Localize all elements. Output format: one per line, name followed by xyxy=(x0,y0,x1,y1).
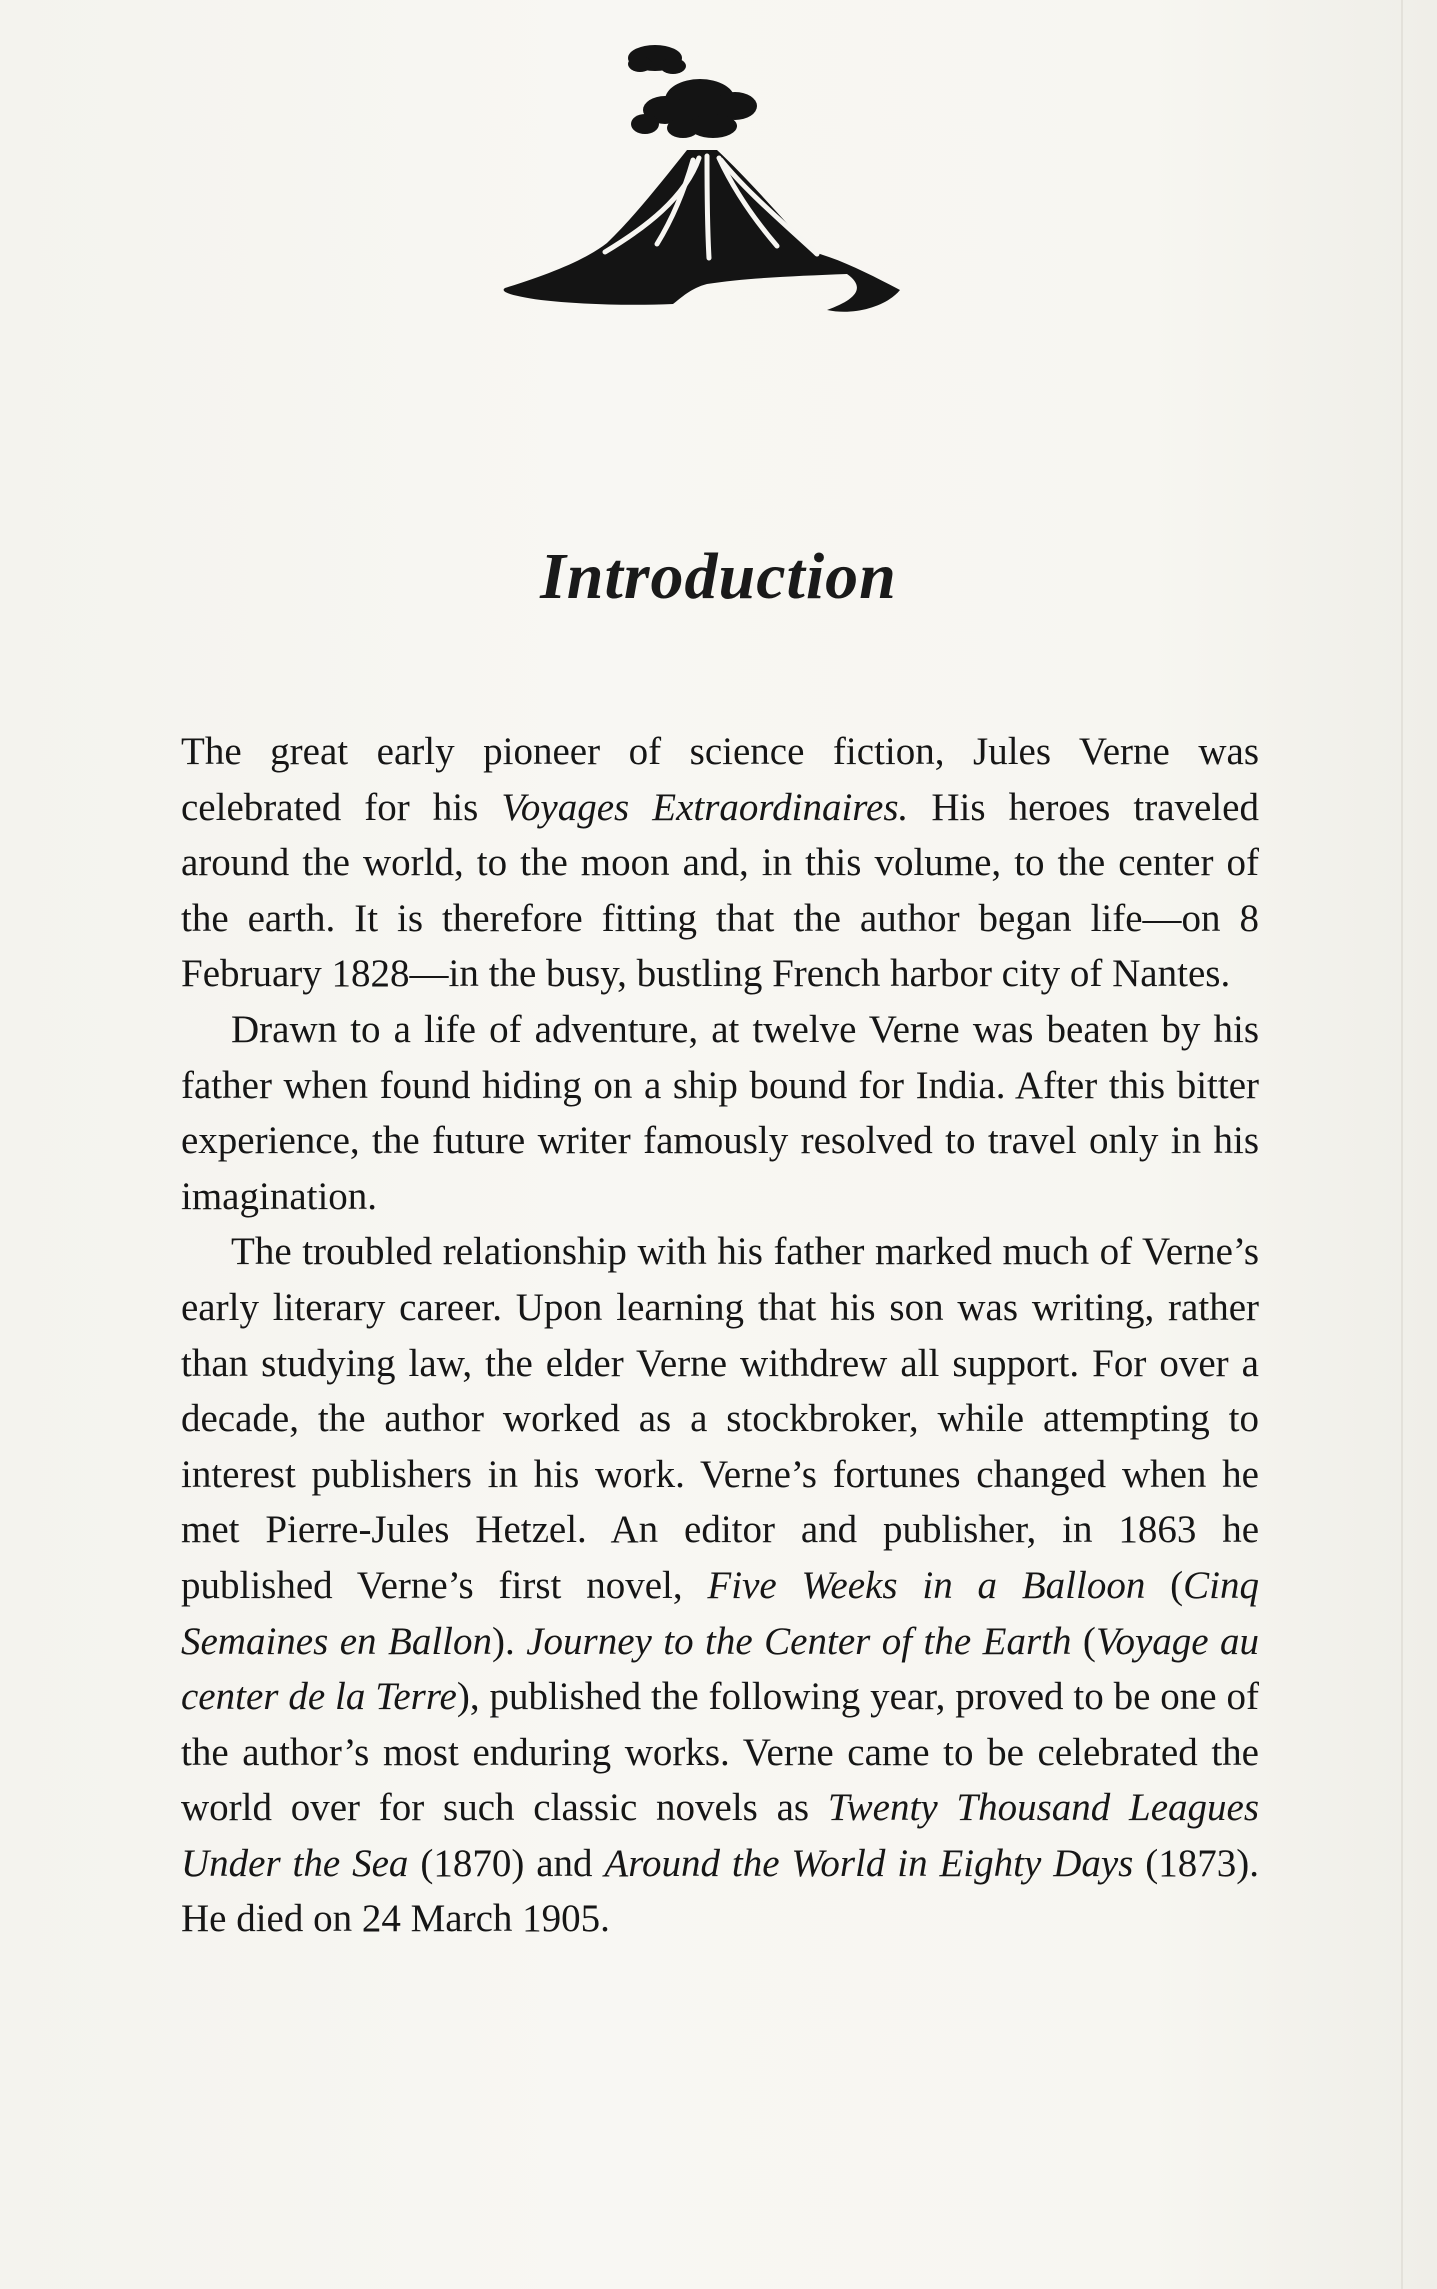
text-run: ). xyxy=(492,1619,527,1663)
italic-title: Cinq Semaines en Ballon xyxy=(181,1563,1259,1663)
italic-title: Voyages Extraordinaires. xyxy=(501,785,909,829)
text-run: The troubled relationship with his father marked much of Verne’s early literary career. Upon learning that his son was writing, rather than studying law, the elder Verne withdrew all support. For over a decade, the author worked as a stockbroker, while attempting to interest publishers in his work. Verne’s fortunes changed when he met Pierre-Jules Hetzel. An editor and publisher, in 1863 he published Verne’s first novel, xyxy=(181,1230,1259,1607)
page-edge xyxy=(1401,0,1403,2289)
text-run: His heroes traveled around the world, to the moon and, in this volume, to the center of the earth. It is therefore fitting that the author began life—on 8 February 1828—in the busy, bustling French harbor city of Nantes. xyxy=(181,785,1259,996)
text-run: ( xyxy=(1071,1619,1096,1663)
italic-title: Around the World in Eighty Days xyxy=(604,1841,1134,1885)
text-run: The great early pioneer of science fiction, Jules Verne was celebrated for his xyxy=(181,730,1259,829)
italic-title: Journey to the Center of the Earth xyxy=(526,1619,1072,1663)
volcano-icon xyxy=(495,38,920,328)
paragraph-1 xyxy=(181,724,1259,1002)
paragraph-3 xyxy=(181,1224,1259,1947)
italic-title: Twenty Thousand Leagues Under the Sea xyxy=(181,1786,1260,1885)
text-run: Drawn to a life of adventure, at twelve Verne was beaten by his father when found hiding on a ship bound for India. After this bitter experience, the future writer famously resolved to travel only in his imagination. xyxy=(181,1007,1259,1218)
introduction-text xyxy=(181,724,1259,1947)
italic-title: Five Weeks in a Balloon xyxy=(707,1563,1146,1607)
text-run: (1873). He died on 24 March 1905. xyxy=(181,1841,1259,1941)
text-run: ), published the following year, proved to be one of the author’s most enduring works. Verne came to be celebrated the world over for such classic novels as xyxy=(181,1675,1259,1830)
page-title: Introduction xyxy=(540,540,897,614)
text-run: (1870) and xyxy=(408,1841,605,1885)
paragraph-2 xyxy=(181,1002,1259,1224)
italic-title: Voyage au center de la Terre xyxy=(181,1619,1260,1719)
text-run: ( xyxy=(1145,1563,1184,1607)
